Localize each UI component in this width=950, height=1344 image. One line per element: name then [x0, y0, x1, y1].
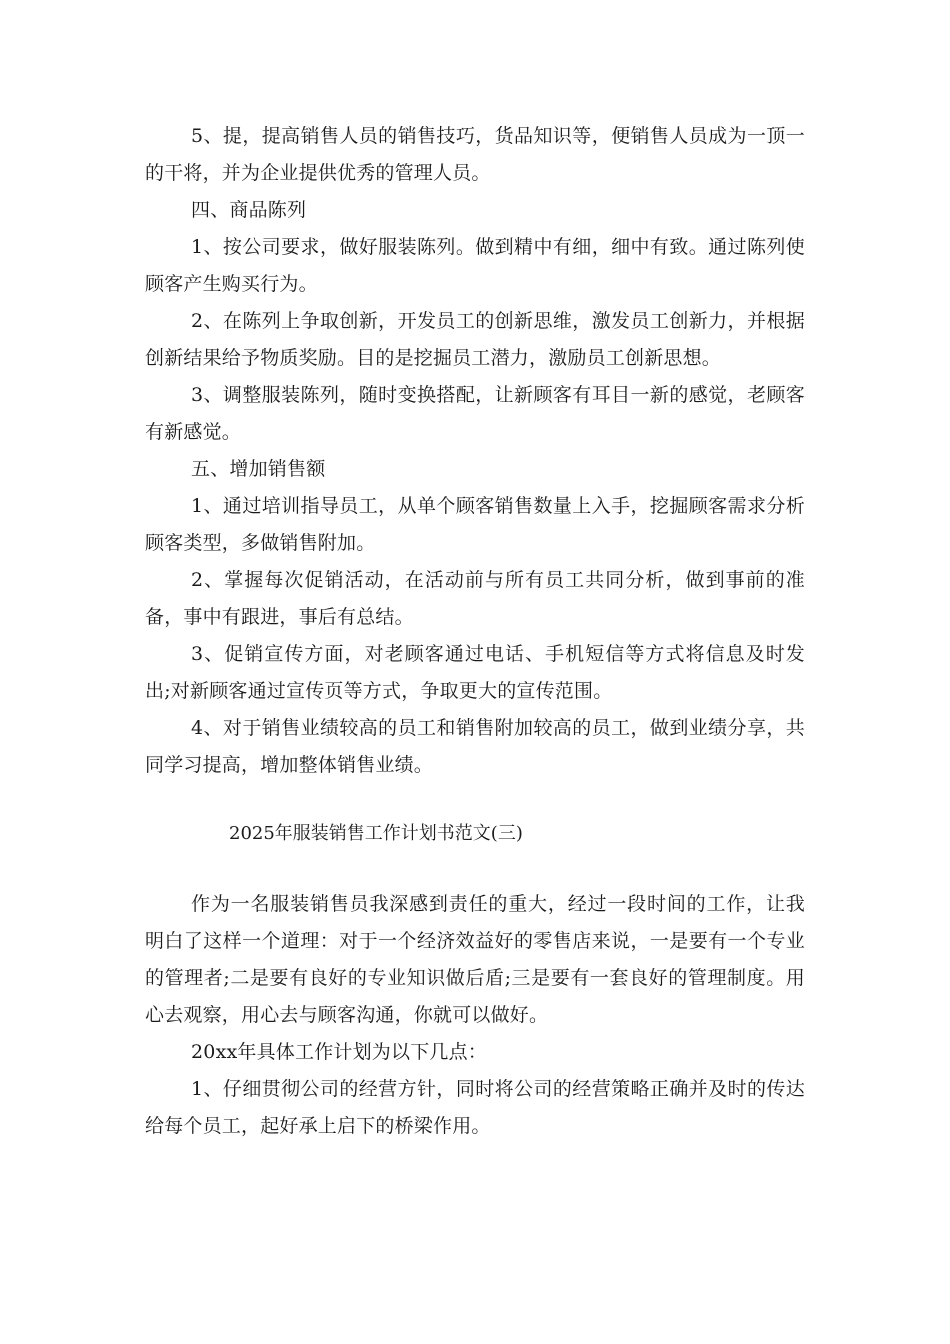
heading-merchandise-display: 四、商品陈列 — [191, 199, 307, 221]
section-title: 2025年服装销售工作计划书范文(三) — [229, 823, 523, 844]
paragraph-sales-2: 2、掌握每次促销活动，在活动前与所有员工共同分析，做到事前的准备，事中有跟进，事后有总结。 — [145, 569, 805, 628]
spacer — [145, 784, 805, 815]
paragraph-display-2: 2、在陈列上争取创新，开发员工的创新思维，激发员工创新力，并根据创新结果给予物质奖励。目的是挖掘员工潜力，激励员工创新思想。 — [145, 310, 805, 369]
paragraph-sales-4: 4、对于销售业绩较高的员工和销售附加较高的员工，做到业绩分享，共同学习提高，增加整体销售业绩。 — [145, 717, 805, 776]
heading-increase-sales: 五、增加销售额 — [191, 458, 326, 480]
paragraph-display-3: 3、调整服装陈列，随时变换搭配，让新顾客有耳目一新的感觉，老顾客有新感觉。 — [145, 384, 805, 443]
document-body — [145, 118, 805, 1145]
paragraph-display-1: 1、按公司要求，做好服装陈列。做到精中有细，细中有致。通过陈列使顾客产生购买行为。 — [145, 236, 805, 295]
paragraph-sales-3: 3、促销宣传方面，对老顾客通过电话、手机短信等方式将信息及时发出;对新顾客通过宣传页等方式，争取更大的宣传范围。 — [145, 643, 805, 702]
paragraph-plan-heading: 20xx年具体工作计划为以下几点： — [191, 1041, 488, 1063]
paragraph-plan-1: 1、仔细贯彻公司的经营方针，同时将公司的经营策略正确并及时的传达给每个员工，起好承上启下的桥梁作用。 — [145, 1078, 805, 1137]
spacer — [145, 852, 805, 886]
paragraph-intro: 作为一名服装销售员我深感到责任的重大，经过一段时间的工作，让我明白了这样一个道理：对于一个经济效益好的零售店来说，一是要有一个专业的管理者;二是要有良好的专业知识做后盾;三是要有一套良好的管理制度。用心去观察，用心去与顾客沟通，你就可以做好。 — [145, 893, 805, 1026]
paragraph-sales-1: 1、通过培训指导员工，从单个顾客销售数量上入手，挖掘顾客需求分析顾客类型，多做销售附加。 — [145, 495, 805, 554]
paragraph-item-5: 5、提，提高销售人员的销售技巧，货品知识等，便销售人员成为一顶一的干将，并为企业提供优秀的管理人员。 — [145, 125, 805, 184]
